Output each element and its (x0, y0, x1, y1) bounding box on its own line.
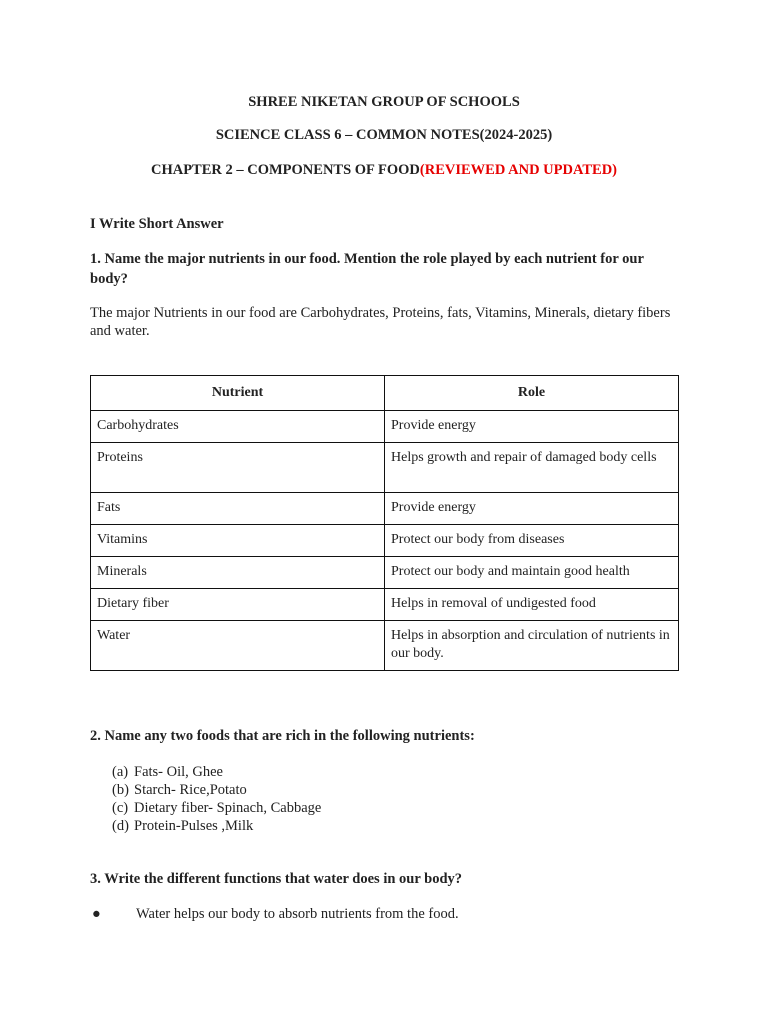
q2-number: 2 (90, 728, 98, 744)
section-title: Write Short Answer (99, 216, 224, 232)
list-item-label: (d) (112, 818, 129, 834)
table-row (91, 589, 679, 621)
role-cell: Provide energy (385, 411, 679, 443)
list-item-label: (c) (112, 800, 129, 816)
list-item-label: (a) (112, 764, 129, 780)
chapter-name: CHAPTER 2 – COMPONENTS OF FOOD (150, 162, 420, 178)
section-numeral: I (90, 216, 96, 232)
list-item-text: Protein-Pulses ,Milk (134, 818, 254, 834)
table-row (91, 443, 679, 493)
q1-answer: The major Nutrients in our food are Carbohydrates, Proteins, fats, Vitamins, Minerals, dietary fibers and water. (90, 305, 671, 339)
q2-text: . Name any two foods that are rich in the following nutrients: (97, 728, 475, 744)
nutrient-cell: Water (91, 621, 385, 671)
nutrient-table (90, 375, 679, 671)
table-header-role: Role (385, 376, 679, 411)
chapter-tag: (REVIEWED AND UPDATED) (419, 162, 618, 178)
role-cell: Protect our body and maintain good health (385, 557, 679, 589)
q3-question: 3. Write the different functions that water does in our body? (90, 871, 463, 887)
role-cell: Helps in removal of undigested food (385, 589, 679, 621)
table-row (91, 557, 679, 589)
section-heading (90, 216, 224, 233)
q2-question (90, 727, 475, 746)
bullet-text: Water helps our body to absorb nutrients from the food. (136, 906, 459, 922)
table-row (91, 525, 679, 557)
school-name: SHREE NIKETAN GROUP OF SCHOOLS (248, 94, 520, 110)
list-item-label: (b) (112, 782, 129, 798)
nutrient-cell: Proteins (91, 443, 385, 493)
table-header-nutrient: Nutrient (91, 376, 385, 411)
list-item (112, 763, 321, 781)
table-row (91, 493, 679, 525)
nutrient-cell: Fats (91, 493, 385, 525)
list-item-text: Dietary fiber- Spinach, Cabbage (134, 800, 322, 816)
list-item-text: Starch- Rice,Potato (134, 782, 247, 798)
nutrient-cell: Carbohydrates (91, 411, 385, 443)
role-cell: Helps growth and repair of damaged body cells (385, 443, 679, 493)
list-item (112, 799, 321, 817)
list-item-text: Fats- Oil, Ghee (134, 764, 223, 780)
table-header-row (91, 376, 679, 411)
bullet-icon: ● (92, 906, 101, 922)
list-item (112, 817, 321, 835)
nutrient-cell: Minerals (91, 557, 385, 589)
role-cell: Helps in absorption and circulation of nutrients in our body. (385, 621, 679, 671)
table-row (91, 411, 679, 443)
nutrient-cell: Dietary fiber (91, 589, 385, 621)
table-row (91, 621, 679, 671)
role-cell: Protect our body from diseases (385, 525, 679, 557)
class-line: SCIENCE CLASS 6 – COMMON NOTES(2024-2025) (215, 127, 553, 143)
q2-list (112, 763, 321, 835)
chapter-title (0, 162, 768, 179)
q3-bullet-item (92, 906, 459, 923)
q1-question: 1. Name the major nutrients in our food. Mention the role played by each nutrient for our body? (90, 251, 644, 287)
nutrient-cell: Vitamins (91, 525, 385, 557)
role-cell: Provide energy (385, 493, 679, 525)
list-item (112, 781, 321, 799)
